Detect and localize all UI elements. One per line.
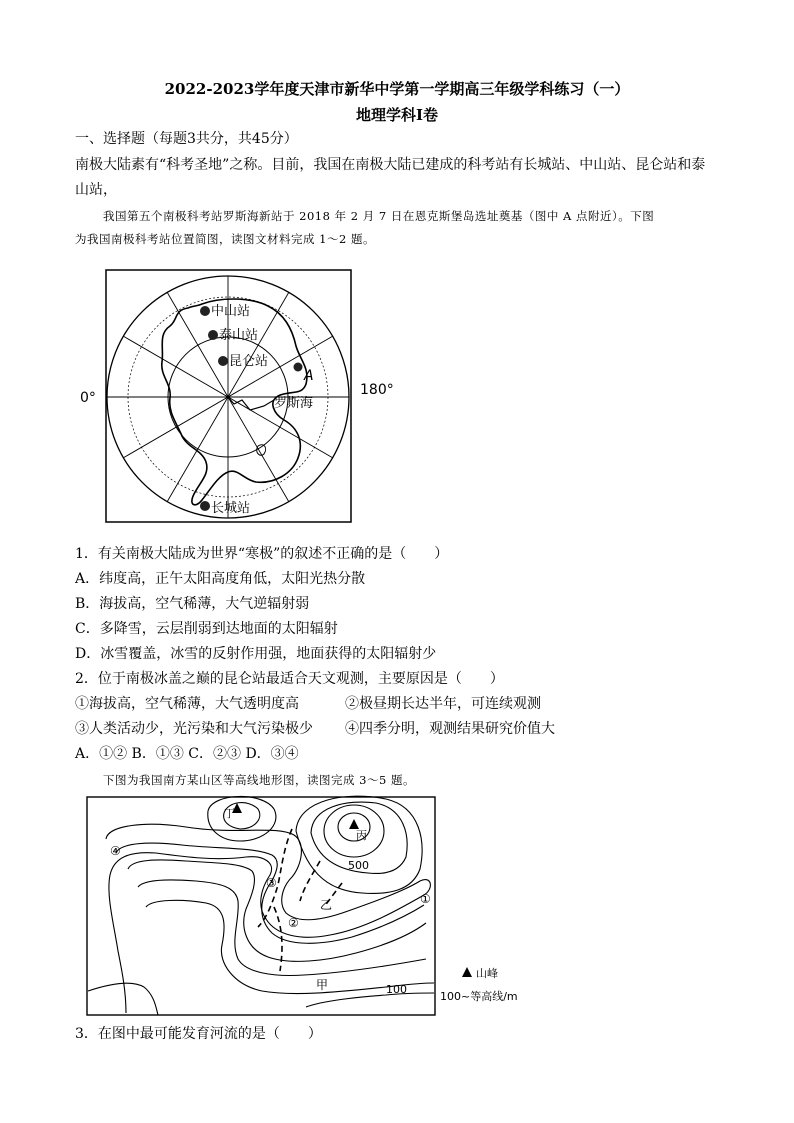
label-100: 100 [386, 983, 407, 996]
q1-option-b: B．海拔高，空气稀薄，大气逆辐射弱 [75, 596, 310, 612]
material-line-2: 为我国南极科考站位置简图，读图文材料完成 1～2 题。 [75, 232, 375, 246]
mark-4: ④ [110, 844, 121, 858]
label-ross-sea: 罗斯海 [274, 396, 314, 411]
label-yi: 乙 [320, 898, 333, 912]
paper-title: 2022-2023学年度天津市新华中学第一学期高三年级学科练习（一） [164, 80, 630, 98]
changcheng-station-dot [200, 501, 210, 511]
legend-peak-marker [462, 967, 472, 977]
q2-item-3: ③人类活动少，光污染和大气污染极少 [75, 721, 313, 737]
taishan-station-dot [208, 330, 218, 340]
q1-option-d: D．冰雪覆盖，冰雪的反射作用强，地面获得的太阳辐射少 [75, 646, 437, 662]
label-0-degree: 0° [80, 390, 96, 406]
antarctic-map [78, 262, 394, 527]
label-jia: 甲 [316, 978, 329, 992]
intro-line-1: 南极大陆素有“科考圣地”之称。目前，我国在南极大陆已建成的科考站有长城站、中山站、昆仑站和泰 [75, 157, 706, 173]
paper-subtitle: 地理学科Ⅰ卷 [355, 106, 439, 124]
label-point-a: A [304, 368, 314, 384]
intro-line-2: 山站， [75, 182, 117, 198]
kunlun-station-dot [218, 356, 228, 366]
label-kunlun: 昆仑站 [229, 354, 269, 369]
mark-3: ③ [266, 876, 277, 890]
label-180-degree: 180° [360, 382, 394, 398]
mark-1: ① [420, 892, 431, 906]
contour-map [86, 795, 536, 1020]
label-taishan: 泰山站 [219, 328, 259, 343]
point-a-dot [294, 363, 303, 372]
q1-option-a: A．纬度高，正午太阳高度角低，太阳光热分散 [75, 571, 366, 587]
label-bing: 丙 [356, 829, 367, 842]
q1-option-c: C．多降雪，云层削弱到达地面的太阳辐射 [75, 621, 338, 637]
q2-choices: A．①② B．①③ C．②③ D．③④ [75, 746, 299, 762]
label-changcheng: 长城站 [211, 501, 251, 516]
q2-item-4: ④四季分明，观测结果研究价值大 [345, 721, 555, 737]
material-line-1: 我国第五个南极科考站罗斯海新站于 2018 年 2 月 7 日在恩克斯堡岛选址奠基（图中 A 点附近）。下图 [103, 209, 655, 223]
mark-2: ② [288, 916, 299, 930]
material-2: 下图为我国南方某山区等高线地形图，读图完成 3～5 题。 [103, 773, 415, 787]
q2-stem: 2．位于南极冰盖之巅的昆仑站最适合天文观测，主要原因是（ ） [75, 671, 504, 687]
label-500: 500 [348, 859, 369, 872]
legend-contour: 100~等高线/m [440, 990, 518, 1003]
section-heading: 一、选择题（每题3共分，共45分） [75, 131, 298, 147]
q2-item-1: ①海拔高，空气稀薄，大气透明度高 [75, 696, 299, 712]
label-ding: 丁 [224, 807, 235, 820]
legend-peak: 山峰 [476, 967, 498, 980]
label-zhongshan: 中山站 [211, 304, 251, 319]
q3-stem: 3．在图中最可能发育河流的是（ ） [75, 1026, 322, 1042]
zhongshan-station-dot [200, 306, 210, 316]
q2-item-2: ②极昼期长达半年，可连续观测 [345, 696, 541, 712]
q1-stem: 1．有关南极大陆成为世界“寒极”的叙述不正确的是（ ） [75, 546, 449, 562]
